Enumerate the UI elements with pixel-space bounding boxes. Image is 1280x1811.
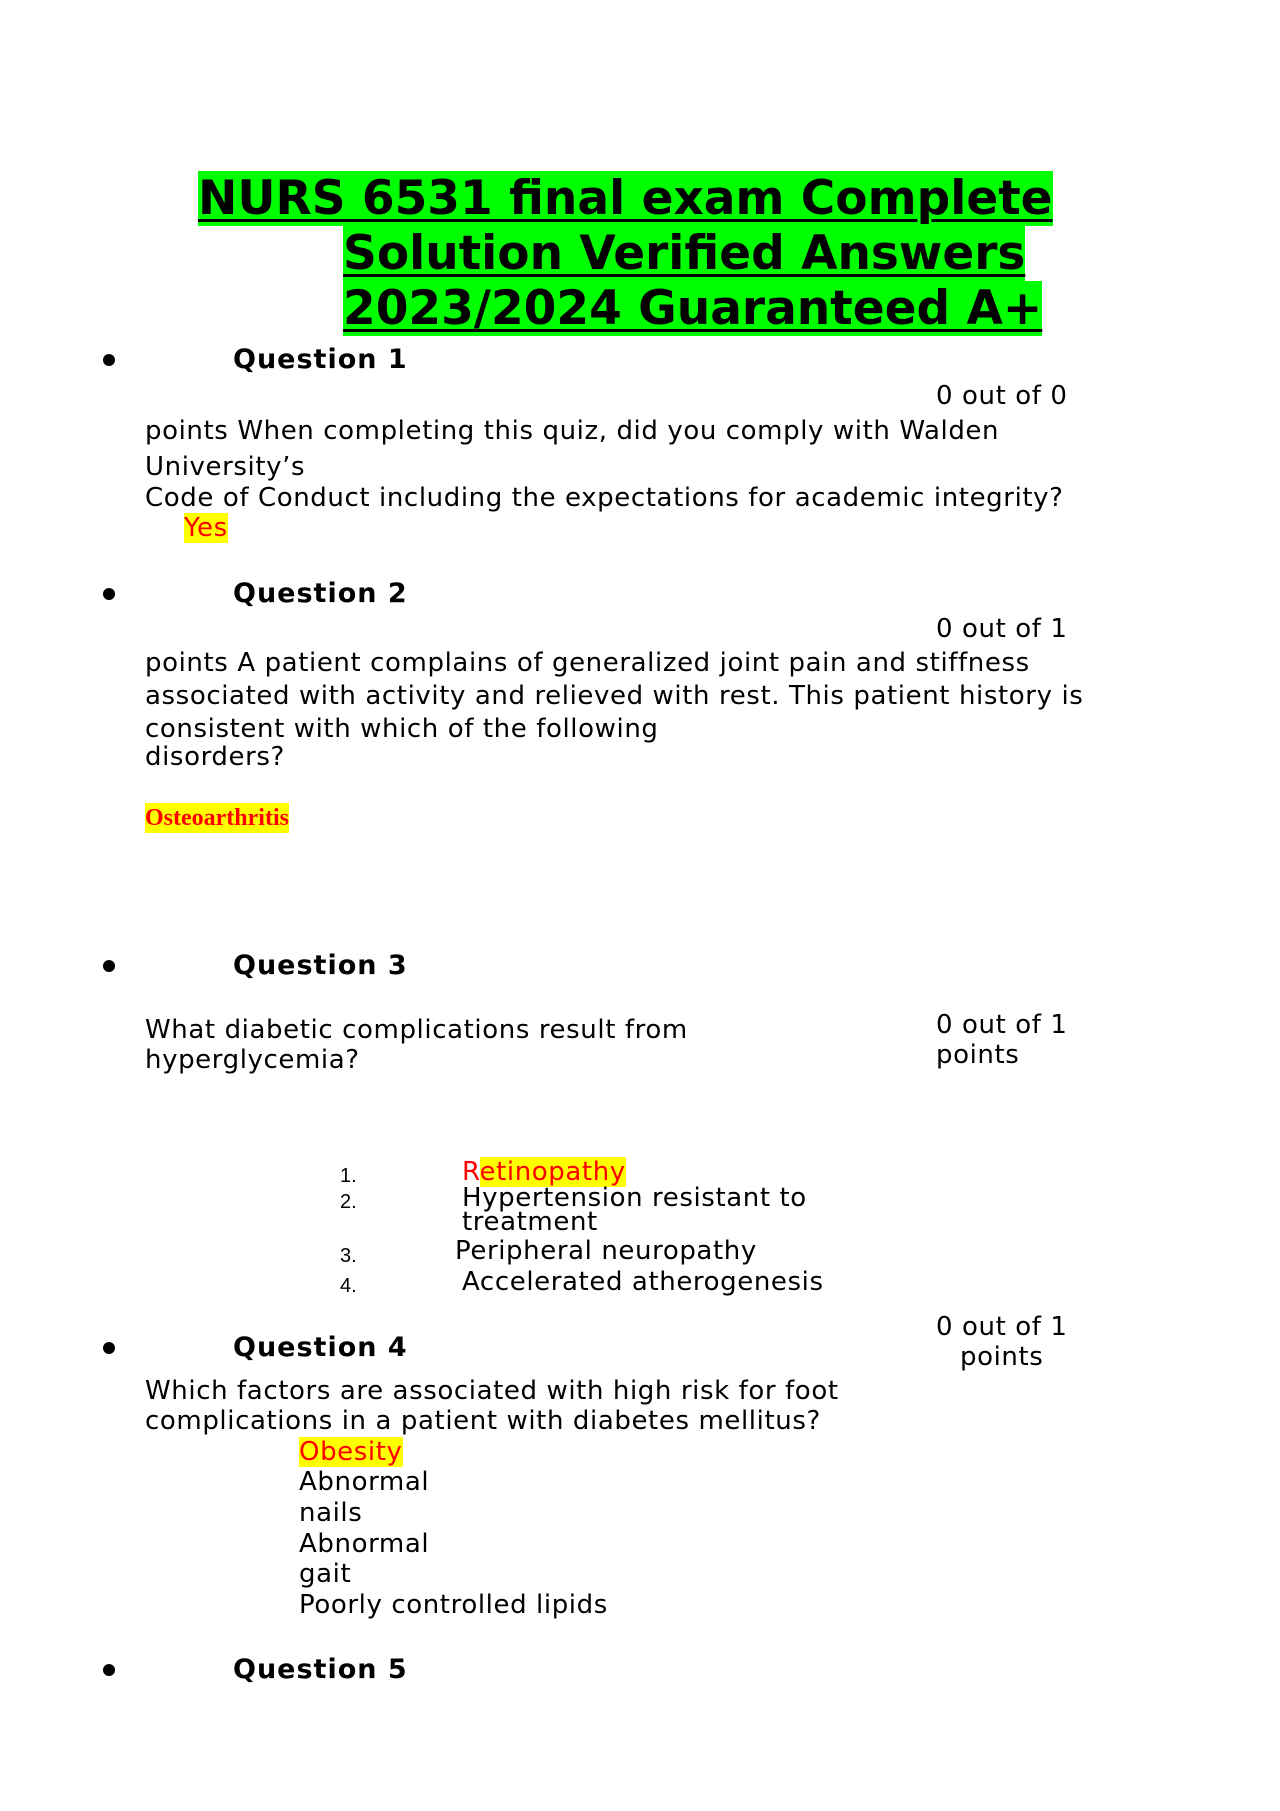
question-prompt-line: points A patient complains of generalized joint pain and stiffness	[145, 648, 1030, 678]
question-score: 0 out of 0	[936, 381, 1068, 411]
bullet-icon	[103, 1342, 115, 1354]
question-heading: Question 1	[233, 344, 408, 375]
question-heading: Question 5	[233, 1654, 408, 1685]
option-item: Hypertension resistant to	[462, 1183, 807, 1213]
title-line-2: Solution Verified Answers	[343, 226, 1026, 281]
option-item: nails	[299, 1498, 363, 1528]
bullet-icon	[103, 354, 115, 366]
option-item: Peripheral neuropathy	[455, 1236, 757, 1266]
bullet-icon	[103, 1664, 115, 1676]
question-answer: Osteoarthritis	[145, 805, 289, 831]
option-item: Accelerated atherogenesis	[462, 1267, 824, 1297]
question-score: 0 out of 1	[936, 1312, 1068, 1342]
question-prompt-line: disorders?	[145, 742, 285, 772]
option-number: 3.	[340, 1245, 357, 1267]
question-prompt-line: hyperglycemia?	[145, 1045, 360, 1075]
title-line-3: 2023/2024 Guaranteed A+	[343, 281, 1043, 336]
question-answer: Yes	[184, 513, 228, 543]
option-number: 1.	[340, 1165, 357, 1187]
option-item: Retinopathy	[462, 1157, 626, 1187]
option-item: Obesity	[299, 1437, 403, 1467]
option-item: Poorly controlled lipids	[299, 1590, 608, 1620]
option-item: Abnormal	[299, 1467, 430, 1497]
question-prompt-line: consistent with which of the following	[145, 714, 659, 744]
question-prompt-line: associated with activity and relieved with rest. This patient history is	[145, 681, 1084, 711]
question-heading: Question 3	[233, 950, 408, 981]
question-score: 0 out of 1	[936, 614, 1068, 644]
question-prompt-line: complications in a patient with diabetes mellitus?	[145, 1406, 821, 1436]
question-heading: Question 2	[233, 578, 408, 609]
bullet-icon	[103, 588, 115, 600]
option-item-continued: treatment	[462, 1207, 598, 1237]
question-prompt-line: Code of Conduct including the expectations for academic integrity?	[145, 483, 1064, 513]
question-prompt-line: What diabetic complications result from	[145, 1015, 688, 1045]
question-prompt-line: Which factors are associated with high risk for foot	[145, 1376, 839, 1406]
bullet-icon	[103, 960, 115, 972]
title-line-1: NURS 6531 final exam Complete	[198, 171, 1053, 226]
question-heading: Question 4	[233, 1332, 408, 1363]
question-score: 0 out of 1	[936, 1010, 1068, 1040]
option-item: gait	[299, 1559, 352, 1589]
question-score-unit: points	[960, 1342, 1044, 1372]
option-number: 4.	[340, 1275, 357, 1297]
question-score-unit: points	[936, 1040, 1020, 1070]
question-prompt-line: points When completing this quiz, did you comply with Walden	[145, 416, 1000, 446]
question-prompt-line: University’s	[145, 452, 306, 482]
option-item: Abnormal	[299, 1529, 430, 1559]
option-number: 2.	[340, 1191, 357, 1213]
